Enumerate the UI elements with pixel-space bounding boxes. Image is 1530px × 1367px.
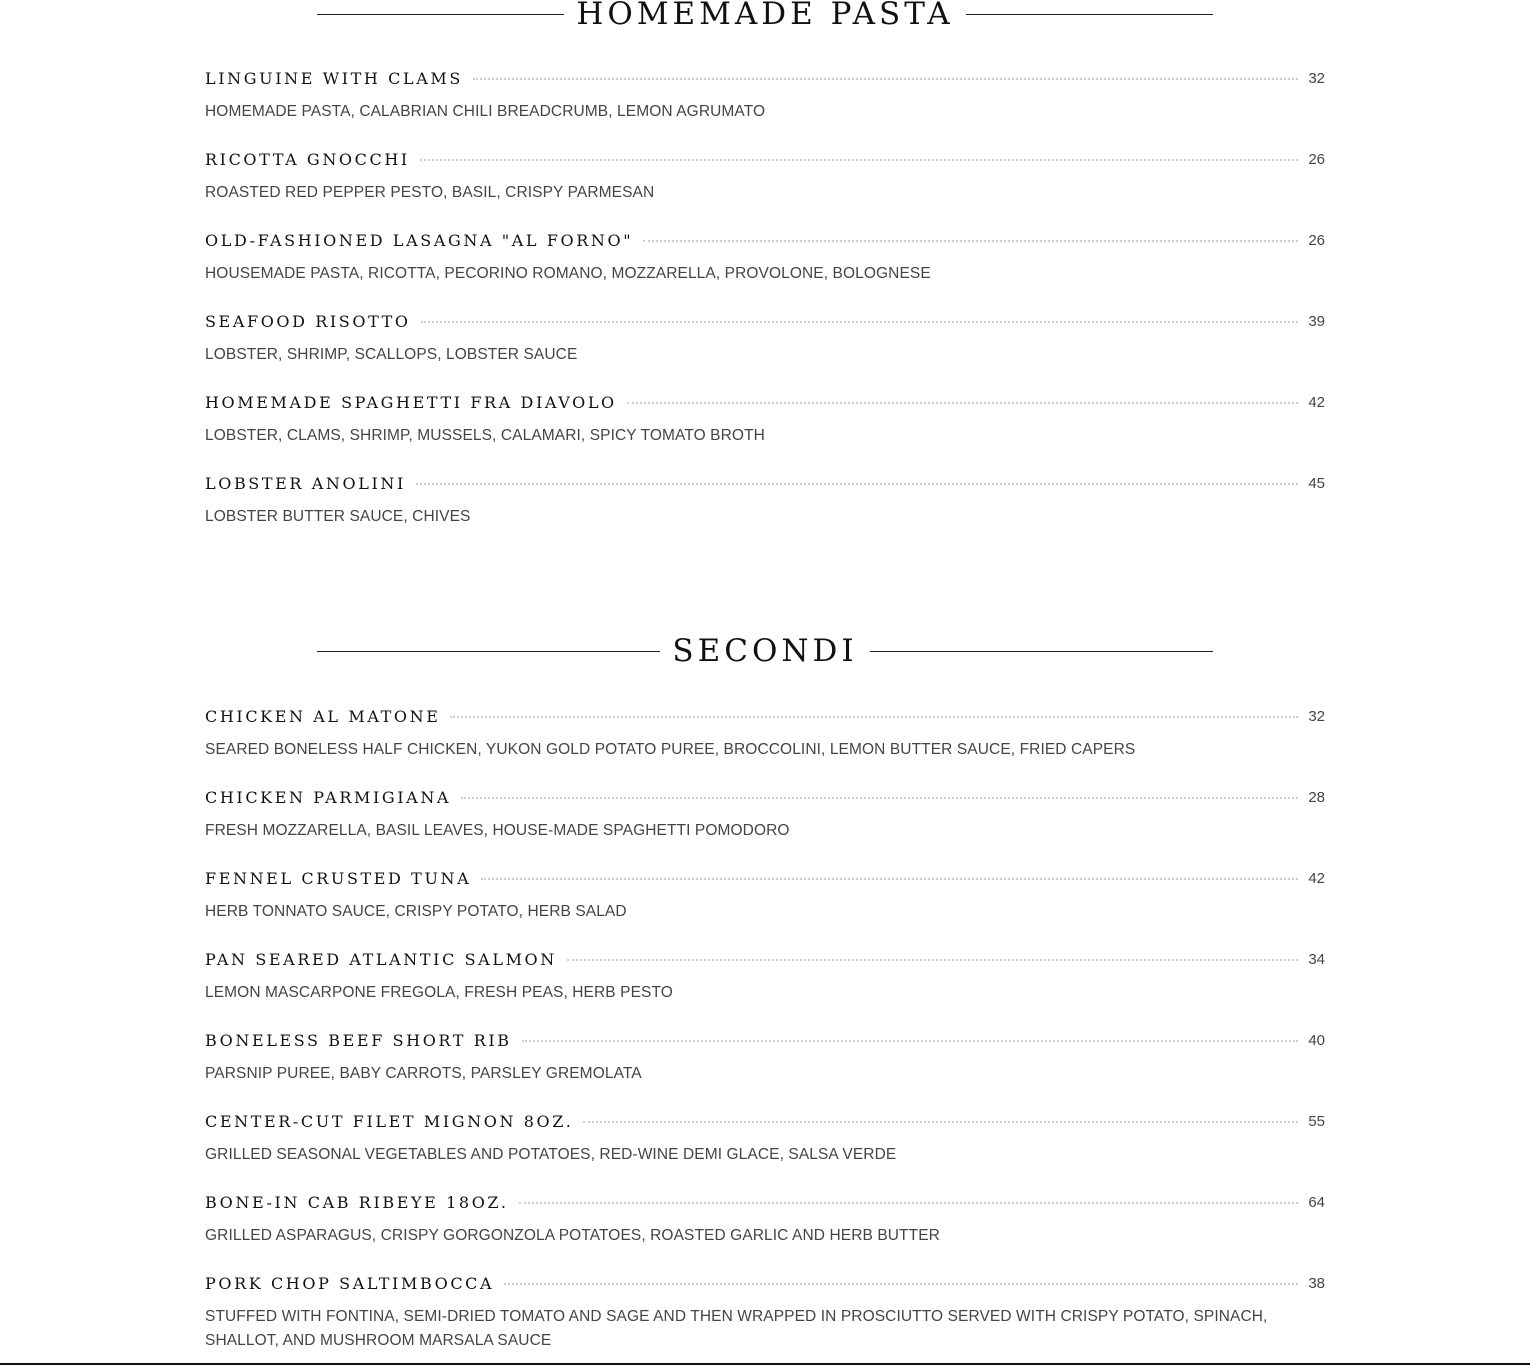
menu-item-description: STUFFED WITH FONTINA, SEMI-DRIED TOMATO AND SAGE AND THEN WRAPPED IN PROSCIUTTO SERVED WITH CRISPY POTATO, SPINACH, SHALLOT, AND MUSHROOM MARSALA SAUCE xyxy=(205,1308,1268,1349)
menu-item-fennel-crusted-tuna xyxy=(205,866,1325,924)
leader-dots xyxy=(481,878,1298,880)
menu-item-lobster-anolini xyxy=(205,471,1325,529)
leader-dots xyxy=(643,240,1298,242)
menu-item-name: BONELESS BEEF SHORT RIB xyxy=(205,1030,512,1050)
menu-item-description: LOBSTER BUTTER SAUCE, CHIVES xyxy=(205,508,471,525)
menu-item-description: PARSNIP PUREE, BABY CARROTS, PARSLEY GREMOLATA xyxy=(205,1065,642,1082)
menu-item-description: HOUSEMADE PASTA, RICOTTA, PECORINO ROMANO, MOZZARELLA, PROVOLONE, BOLOGNESE xyxy=(205,265,931,282)
menu-item-name: HOMEMADE SPAGHETTI FRA DIAVOLO xyxy=(205,392,617,412)
menu-item-name: BONE-IN CAB RIBEYE 18OZ. xyxy=(205,1192,509,1212)
menu-item-spaghetti-fra-diavolo xyxy=(205,390,1325,448)
menu-item-name: LOBSTER ANOLINI xyxy=(205,473,406,493)
leader-dots xyxy=(567,959,1298,961)
menu-item-name: CHICKEN AL MATONE xyxy=(205,706,441,726)
menu-item-name: RICOTTA GNOCCHI xyxy=(205,149,410,169)
menu-item-price: 42 xyxy=(1308,869,1325,887)
leader-dots xyxy=(473,78,1298,80)
menu-item-description: HOMEMADE PASTA, CALABRIAN CHILI BREADCRUMB, LEMON AGRUMATO xyxy=(205,103,766,120)
leader-dots xyxy=(519,1202,1299,1204)
menu-item-filet-mignon xyxy=(205,1109,1325,1167)
menu-item-description: SEARED BONELESS HALF CHICKEN, YUKON GOLD POTATO PUREE, BROCCOLINI, LEMON BUTTER SAUCE, FRIED CAPERS xyxy=(205,741,1136,758)
menu-item-seafood-risotto xyxy=(205,309,1325,367)
menu-item-price: 34 xyxy=(1308,950,1325,968)
menu-item-name: OLD-FASHIONED LASAGNA "AL FORNO" xyxy=(205,230,634,250)
menu-item-atlantic-salmon xyxy=(205,947,1325,1005)
header-rule-right xyxy=(870,651,1213,652)
leader-dots xyxy=(416,483,1298,485)
menu-item-price: 39 xyxy=(1308,312,1325,330)
menu-item-old-fashioned-lasagna xyxy=(205,228,1325,286)
menu-item-price: 38 xyxy=(1308,1274,1325,1292)
menu-item-price: 32 xyxy=(1308,69,1325,87)
menu-item-description: FRESH MOZZARELLA, BASIL LEAVES, HOUSE-MADE SPAGHETTI POMODORO xyxy=(205,822,790,839)
menu-item-price: 32 xyxy=(1308,707,1325,725)
header-rule-right xyxy=(966,14,1213,15)
menu-item-price: 42 xyxy=(1308,393,1325,411)
menu-item-price: 45 xyxy=(1308,474,1325,492)
header-rule-left xyxy=(317,651,660,652)
menu-item-name: LINGUINE WITH CLAMS xyxy=(205,68,463,88)
menu-item-description: LEMON MASCARPONE FREGOLA, FRESH PEAS, HERB PESTO xyxy=(205,984,673,1001)
menu-item-price: 28 xyxy=(1308,788,1325,806)
menu-item-name: PORK CHOP SALTIMBOCCA xyxy=(205,1273,495,1293)
menu-item-price: 55 xyxy=(1308,1112,1325,1130)
menu-item-beef-short-rib xyxy=(205,1028,1325,1086)
leader-dots xyxy=(461,797,1298,799)
menu-item-cab-ribeye xyxy=(205,1190,1325,1248)
menu-item-ricotta-gnocchi xyxy=(205,147,1325,205)
menu-item-name: SEAFOOD RISOTTO xyxy=(205,311,411,331)
menu-item-description: GRILLED SEASONAL VEGETABLES AND POTATOES, RED-WINE DEMI GLACE, SALSA VERDE xyxy=(205,1146,897,1163)
leader-dots xyxy=(421,321,1299,323)
menu-item-pork-chop-saltimbocca xyxy=(205,1271,1325,1353)
leader-dots xyxy=(583,1121,1298,1123)
leader-dots xyxy=(522,1040,1299,1042)
leader-dots xyxy=(420,159,1299,161)
header-rule-left xyxy=(317,14,564,15)
menu-item-name: PAN SEARED ATLANTIC SALMON xyxy=(205,949,557,969)
menu-item-chicken-parmigiana xyxy=(205,785,1325,843)
section-title: SECONDI xyxy=(672,633,858,669)
section-header-secondi xyxy=(317,631,1213,671)
section-header-homemade-pasta xyxy=(317,0,1213,34)
menu-item-description: ROASTED RED PEPPER PESTO, BASIL, CRISPY PARMESAN xyxy=(205,184,655,201)
menu-item-description: HERB TONNATO SAUCE, CRISPY POTATO, HERB SALAD xyxy=(205,903,627,920)
leader-dots xyxy=(504,1283,1298,1285)
menu-item-description: LOBSTER, CLAMS, SHRIMP, MUSSELS, CALAMARI, SPICY TOMATO BROTH xyxy=(205,427,765,444)
menu-item-chicken-al-matone xyxy=(205,704,1325,762)
menu-item-name: CHICKEN PARMIGIANA xyxy=(205,787,452,807)
page-bottom-divider xyxy=(0,1363,1530,1365)
menu-item-price: 40 xyxy=(1308,1031,1325,1049)
menu-item-price: 26 xyxy=(1308,150,1325,168)
menu-item-name: FENNEL CRUSTED TUNA xyxy=(205,868,472,888)
menu-item-name: CENTER-CUT FILET MIGNON 8OZ. xyxy=(205,1111,574,1131)
leader-dots xyxy=(627,402,1299,404)
menu-item-price: 26 xyxy=(1308,231,1325,249)
menu-item-linguine-with-clams xyxy=(205,66,1325,124)
menu-item-description: GRILLED ASPARAGUS, CRISPY GORGONZOLA POTATOES, ROASTED GARLIC AND HERB BUTTER xyxy=(205,1227,940,1244)
menu-item-price: 64 xyxy=(1308,1193,1325,1211)
section-title: HOMEMADE PASTA xyxy=(576,0,954,32)
leader-dots xyxy=(450,716,1298,718)
menu-item-description: LOBSTER, SHRIMP, SCALLOPS, LOBSTER SAUCE xyxy=(205,346,578,363)
